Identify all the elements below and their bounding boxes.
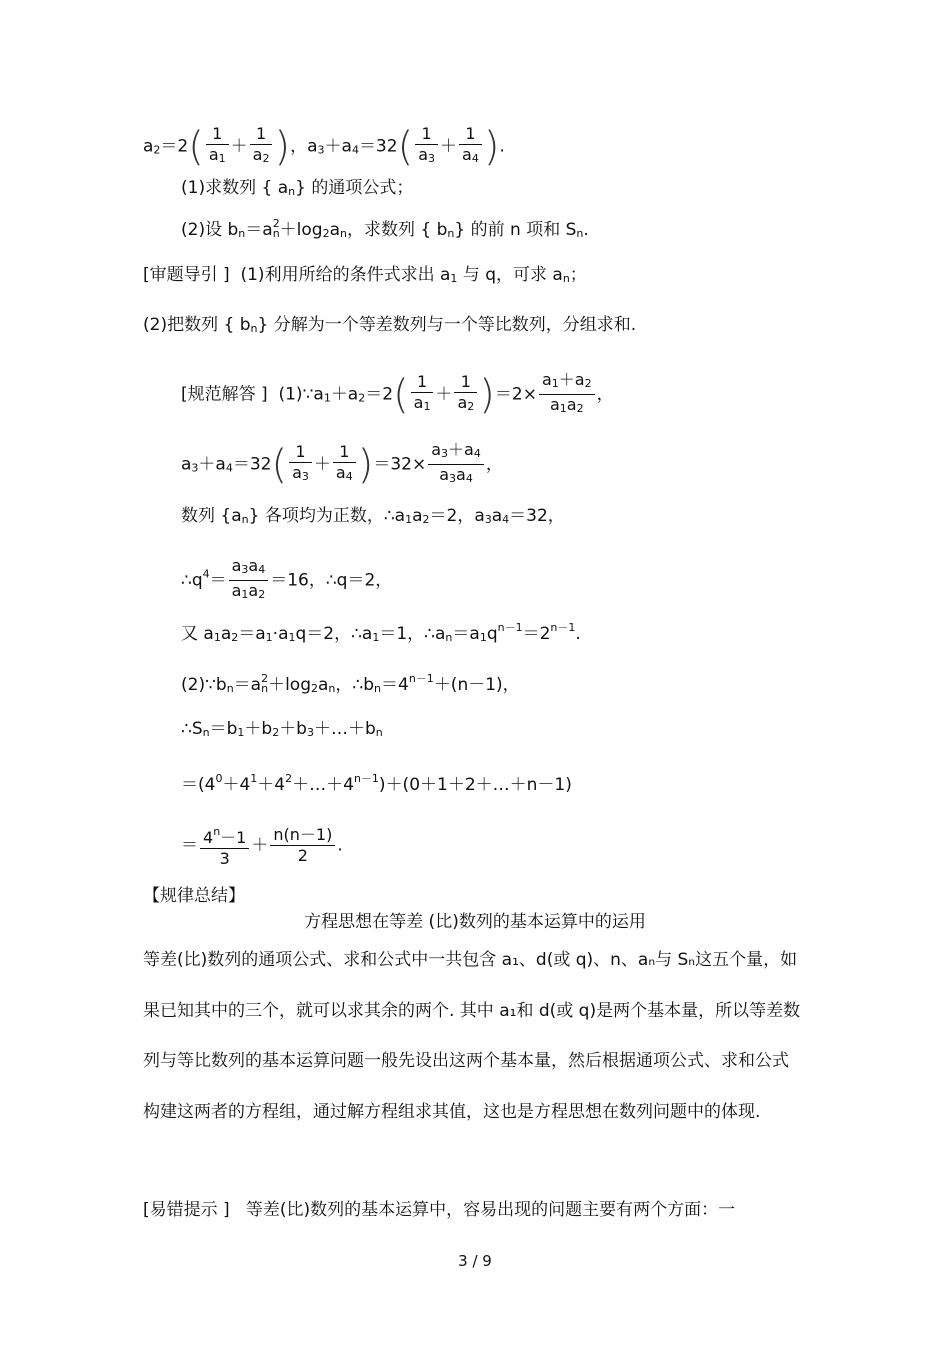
question-2: (2)设 $b_n=a^2_n+\log_2a_n$，求数列 { $b_n$} 的前 n 项和 $S_n$. bbox=[181, 217, 589, 240]
solution-step-3: 数列 $\{a_n\}$ 各项均为正数，$\therefore a_1a_2=2$，$a_3a_4=32$， bbox=[181, 506, 565, 526]
error-tip: [易错提示 ] 等差(比)数列的基本运算中，容易出现的问题主要有两个方面：一 bbox=[143, 1200, 736, 1220]
problem-condition: $a_2=2$( $\frac{1}{a_1}$ ＋ $\frac{1}{a_2}$ )，$a_3+a_4=32$( $\frac{1}{a_3}$ ＋ $\frac{1}{a_4}$ ). bbox=[143, 123, 505, 170]
question-1: (1)求数列 { $a_n$} 的通项公式； bbox=[181, 178, 414, 198]
solution-step-7: $\therefore S_n=b_1+b_2+b_3+\dots+b_n$ bbox=[181, 719, 383, 739]
solution-step-9: ＝ $\frac{4^n-1}{3}$ ＋ $\frac{n(n-1)}{2}$ . bbox=[181, 825, 343, 868]
solution-step-1: [规范解答 ] $(1)\because a_1+a_2=2$( $\frac{1}{a_1}$ ＋ $\frac{1}{a_2}$ )＝2× $\frac{a_1+a_2}{a_1a_2}$ ， bbox=[181, 370, 614, 418]
summary-paragraph: 等差(比)数列的通项公式、求和公式中一共包含 a₁、d(或 q)、n、aₙ与 Sₙ这五个量，如果已知其中的三个，就可以求其余的两个. 其中 a₁和 d(或 q)是两个基本量，所以等差数列与等比数列的基本运算问题一般先设出这两个基本量，然后根据通项公式、求和公式构建这两者的方程组，通过解方程组求其值，这也是方程思想在数列问题中的体现. bbox=[143, 950, 801, 1122]
solution-step-5: 又 $a_1a_2=a_1\cdot a_1q=2$，$\therefore a_1=1$，$\therefore a_n=a_1q^{n-1}=2^{n-1}$. bbox=[181, 621, 581, 644]
solution-step-8: $=(4^0+4^1+4^2+\dots+4^{n-1})+(0+1+2+\dots+n-1)$ bbox=[181, 772, 572, 795]
guide-line-2: (2)把数列 { $b_n$} 分解为一个等差数列与一个等比数列，分组求和. bbox=[143, 315, 637, 335]
solution-step-2: $a_3+a_4=32$( $\frac{1}{a_3}$ ＋ $\frac{1}{a_4}$ )＝32× $\frac{a_3+a_4}{a_3a_4}$ ， bbox=[181, 440, 503, 488]
summary-heading: 【规律总结】 bbox=[143, 886, 245, 906]
solution-step-6: $(2)\because b_n=a^2_n+\log_2a_n$，$\therefore b_n=4^{n-1}+(n-1)$， bbox=[181, 672, 520, 695]
guide-line-1: [审题导引 ] (1)利用所给的条件式求出 $a_1$ 与 q，可求 $a_n$； bbox=[143, 265, 587, 285]
page-number: 3 / 9 bbox=[458, 1252, 492, 1270]
solution-step-4: $\therefore q^4=$ $\frac{a_3a_4}{a_1a_2}$ ＝16，∴q＝2， bbox=[181, 556, 392, 605]
summary-subheading: 方程思想在等差 (比)数列的基本运算中的运用 bbox=[304, 912, 646, 932]
